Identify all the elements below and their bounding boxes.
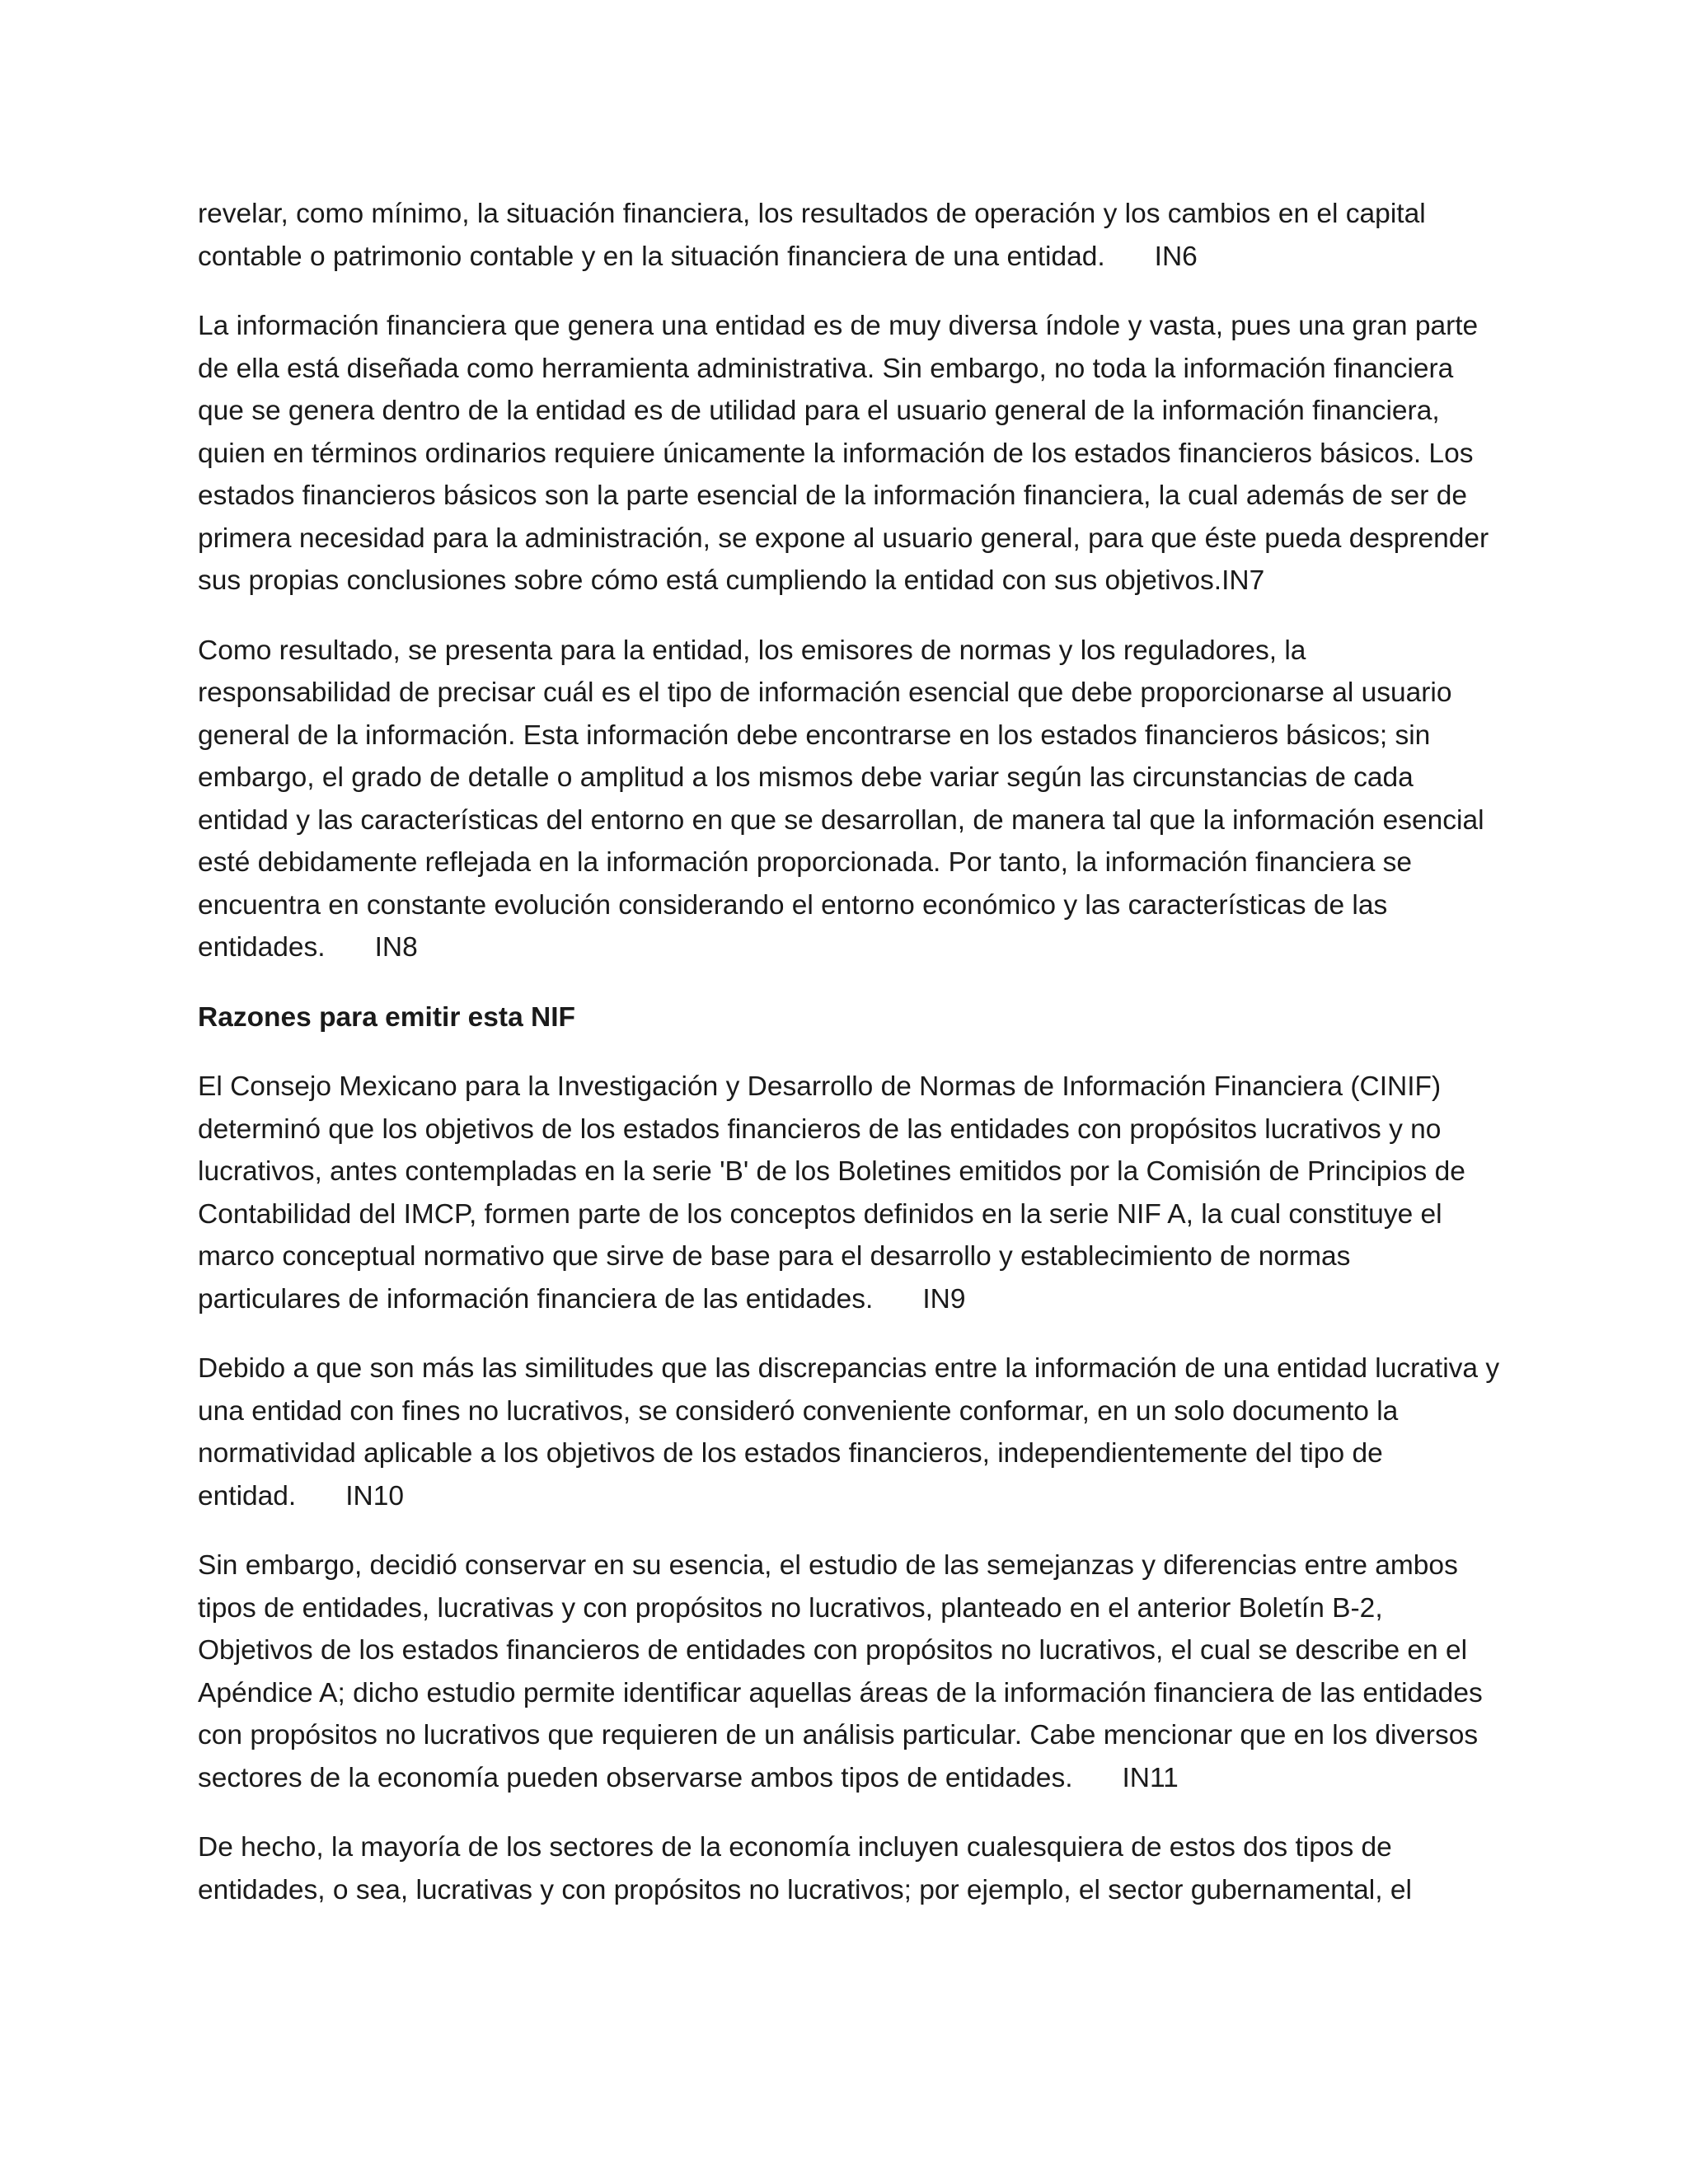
paragraph-text: El Consejo Mexicano para la Investigación y Desarrollo de Normas de Información Financiera (CINIF) determinó que los objetivos de los estados financieros de las entidades con propósitos lucrativos y no lucrativos, antes contempladas en la serie 'B' de los Boletines emitidos por la Comisión de Principios de Contabilidad del IMCP, formen parte de los conceptos definidos en la serie NIF A, la cual constituye el marco conceptual normativo que sirve de base para el desarrollo y establecimiento de normas particulares de información financiera de las entidades. <box>198 1071 1465 1315</box>
paragraph-reference: IN7 <box>1221 565 1265 596</box>
paragraph-text: revelar, como mínimo, la situación financiera, los resultados de operación y los cambios en el capital contable o patrimonio contable y en la situación financiera de una entidad. <box>198 199 1426 272</box>
document-page <box>198 193 1500 1938</box>
paragraph-reference: IN8 <box>374 932 418 963</box>
paragraph <box>198 305 1500 602</box>
paragraph <box>198 1347 1500 1517</box>
section-heading: Razones para emitir esta NIF <box>198 1001 575 1033</box>
paragraph-text: Como resultado, se presenta para la entidad, los emisores de normas y los reguladores, la responsabilidad de precisar cuál es el tipo de información esencial que debe proporcionarse al usuario general de la información. Esta información debe encontrarse en los estados financieros básicos; sin embargo, el grado de detalle o amplitud a los mismos debe variar según las circunstancias de cada entidad y las características del entorno en que se desarrollan, de manera tal que la información esencial esté debidamente reflejada en la información proporcionada. Por tanto, la información financiera se encuentra en constante evolución considerando el entorno económico y las características de las entidades. <box>198 635 1484 963</box>
paragraph <box>198 193 1500 278</box>
paragraph <box>198 630 1500 969</box>
paragraph-reference: IN9 <box>922 1283 966 1315</box>
paragraph-reference: IN11 <box>1122 1762 1179 1793</box>
paragraph-reference: IN10 <box>345 1480 404 1511</box>
paragraph-text: La información financiera que genera una entidad es de muy diversa índole y vasta, pues una gran parte de ella está diseñada como herramienta administrativa. Sin embargo, no toda la información financiera que se genera dentro de la entidad es de utilidad para el usuario general de la información financiera, quien en términos ordinarios requiere únicamente la información de los estados financieros básicos. Los estados financieros básicos son la parte esencial de la información financiera, la cual además de ser de primera necesidad para la administración, se expone al usuario general, para que éste pueda desprender sus propias conclusiones sobre cómo está cumpliendo la entidad con sus objetivos. <box>198 311 1489 596</box>
paragraph <box>198 1544 1500 1799</box>
paragraph <box>198 1066 1500 1320</box>
paragraph-text: Sin embargo, decidió conservar en su esencia, el estudio de las semejanzas y diferencias entre ambos tipos de entidades, lucrativas y con propósitos no lucrativos, planteado en el anterior Boletín B-2, Objetivos de los estados financieros de entidades con propósitos no lucrativos, el cual se describe en el Apéndice A; dicho estudio permite identificar aquellas áreas de la información financiera de las entidades con propósitos no lucrativos que requieren de un análisis particular. Cabe mencionar que en los diversos sectores de la economía pueden observarse ambos tipos de entidades. <box>198 1550 1483 1793</box>
paragraph-reference: IN6 <box>1154 241 1198 272</box>
paragraph <box>198 1826 1500 1911</box>
paragraph-text: De hecho, la mayoría de los sectores de la economía incluyen cualesquiera de estos dos tipos de entidades, o sea, lucrativas y con propósitos no lucrativos; por ejemplo, el sector gubernamental, el <box>198 1832 1412 1905</box>
paragraph-text: Debido a que son más las similitudes que las discrepancias entre la información de una entidad lucrativa y una entidad con fines no lucrativos, se consideró conveniente conformar, en un solo documento la normatividad aplicable a los objetivos de los estados financieros, independientemente del tipo de entidad. <box>198 1353 1500 1511</box>
